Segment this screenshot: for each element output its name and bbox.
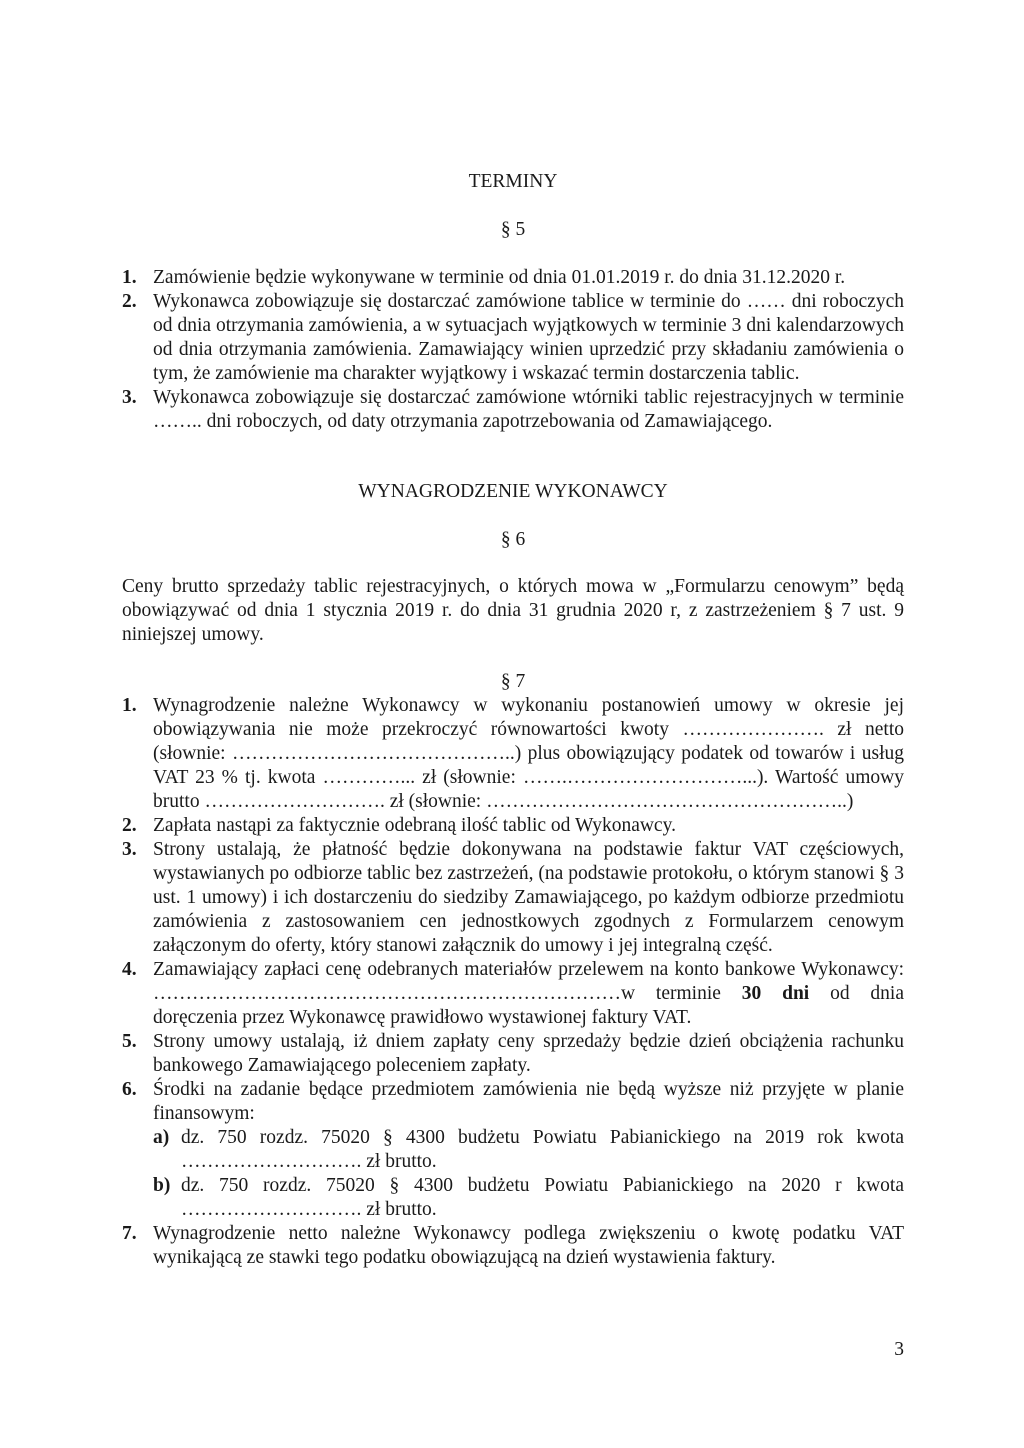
item-text: Zapłata nastąpi za faktycznie odebraną ilość tablic od Wykonawcy. bbox=[153, 815, 676, 836]
sub-item-letter: a) bbox=[153, 1127, 170, 1148]
sub-list-item bbox=[153, 1174, 904, 1222]
item-number: 3. bbox=[122, 387, 137, 408]
list-item bbox=[122, 1078, 904, 1222]
paragraph-mark-6: § 6 bbox=[500, 529, 526, 550]
item-number: 1. bbox=[122, 267, 137, 288]
item-number: 2. bbox=[122, 815, 137, 836]
list-item bbox=[122, 694, 904, 814]
list-item bbox=[122, 290, 904, 386]
item-number: 6. bbox=[122, 1079, 137, 1100]
item-text: Środki na zadanie będące przedmiotem zamówienia nie będą wyższe niż przyjęte w planie finansowym: bbox=[153, 1079, 904, 1124]
sub-item-text: dz. 750 rozdz. 75020 § 4300 budżetu Powiatu Pabianickiego na 2019 rok kwota ………………………. zł brutto. bbox=[181, 1127, 904, 1172]
item-text: Zamówienie będzie wykonywane w terminie od dnia 01.01.2019 r. do dnia 31.12.2020 r. bbox=[153, 267, 846, 288]
paragraph-6-text: Ceny brutto sprzedaży tablic rejestracyjnych, o których mowa w „Formularzu cenowym” będą obowiązywać od dnia 1 stycznia 2019 r. do dnia 31 grudnia 2020 r, z zastrzeżeniem § 7 ust. 9 niniejszej umowy. bbox=[122, 576, 904, 645]
section-heading-wynagrodzenie: WYNAGRODZENIE WYKONAWCY bbox=[358, 481, 668, 502]
item-text-continued: od dnia doręczenia przez Wykonawcę prawidłowo wystawionej faktury VAT. bbox=[153, 983, 905, 1028]
paragraph-mark-5: § 5 bbox=[500, 219, 526, 240]
item-number: 7. bbox=[122, 1223, 137, 1244]
item-text: Strony ustalają, że płatność będzie dokonywana na podstawie faktur VAT częściowych, wystawianych po odbiorze tablic bez zastrzeżeń, (na podstawie protokołu, o którym stanowi § 3 ust. 1 umowy) i ich dostarczeniu do siedziby Zamawiającego, po każdym odbiorze przedmiotu zamówienia z zastosowaniem cen jednostkowych zgodnych z Formularzem cenowym załączonym do oferty, który stanowi załącznik do umowy i jej integralną część. bbox=[153, 839, 904, 956]
sub-list bbox=[153, 1126, 904, 1222]
item-number: 5. bbox=[122, 1031, 137, 1052]
item-text: Wykonawca zobowiązuje się dostarczać zamówione wtórniki tablic rejestracyjnych w terminie …….. dni roboczych, od daty otrzymania zapotrzebowania od Zamawiającego. bbox=[153, 387, 904, 432]
payment-term-bold: 30 dni bbox=[741, 983, 810, 1004]
wynagrodzenie-list bbox=[122, 694, 904, 1270]
sub-item-letter: b) bbox=[153, 1175, 171, 1196]
section-heading-terminy: TERMINY bbox=[468, 171, 558, 192]
item-text: Wykonawca zobowiązuje się dostarczać zamówione tablice w terminie do …… dni roboczych od dnia otrzymania zamówienia, a w sytuacjach wyjątkowych w terminie 3 dni kalendarzowych od dnia otrzymania zamówienia. Zamawiający winien uprzedzić przy składaniu zamówienia o tym, że zamówienie ma charakter wyjątkowy i wskazać termin dostarczenia tablic. bbox=[153, 291, 904, 384]
list-item bbox=[122, 266, 904, 290]
paragraph-mark-7: § 7 bbox=[500, 671, 526, 692]
item-text: Strony umowy ustalają, iż dniem zapłaty ceny sprzedaży będzie dzień obciążenia rachunku bankowego Zamawiającego poleceniem zapłaty. bbox=[153, 1031, 904, 1076]
list-item bbox=[122, 1222, 904, 1270]
list-item bbox=[122, 814, 904, 838]
item-text: Zamawiający zapłaci cenę odebranych materiałów przelewem na konto bankowe Wykonawcy: ………………………………………………………………w terminie bbox=[153, 959, 904, 1004]
item-text: Wynagrodzenie należne Wykonawcy w wykonaniu postanowień umowy w okresie jej obowiązywania nie może przekroczyć równowartości kwoty …………………. zł netto (słownie: ……………………………………..) plus obowiązujący podatek od towarów i usług VAT 23 % tj. kwota …………... zł (słownie: …….………………………...). Wartość umowy brutto ………………………. zł (słownie: ………………………………………………..) bbox=[153, 695, 904, 812]
list-item bbox=[122, 1030, 904, 1078]
sub-item-text: dz. 750 rozdz. 75020 § 4300 budżetu Powiatu Pabianickiego na 2020 r kwota ………………………. zł brutto. bbox=[181, 1175, 904, 1220]
item-number: 4. bbox=[122, 959, 137, 980]
page-number: 3 bbox=[894, 1339, 904, 1360]
terminy-list bbox=[122, 266, 904, 434]
item-number: 1. bbox=[122, 695, 137, 716]
item-number: 2. bbox=[122, 291, 137, 312]
list-item bbox=[122, 958, 904, 1030]
item-number: 3. bbox=[122, 839, 137, 860]
item-text: Wynagrodzenie netto należne Wykonawcy podlega zwiększeniu o kwotę podatku VAT wynikającą ze stawki tego podatku obowiązującą na dzień wystawienia faktury. bbox=[153, 1223, 904, 1268]
list-item bbox=[122, 386, 904, 434]
sub-list-item bbox=[153, 1126, 904, 1174]
list-item bbox=[122, 838, 904, 958]
